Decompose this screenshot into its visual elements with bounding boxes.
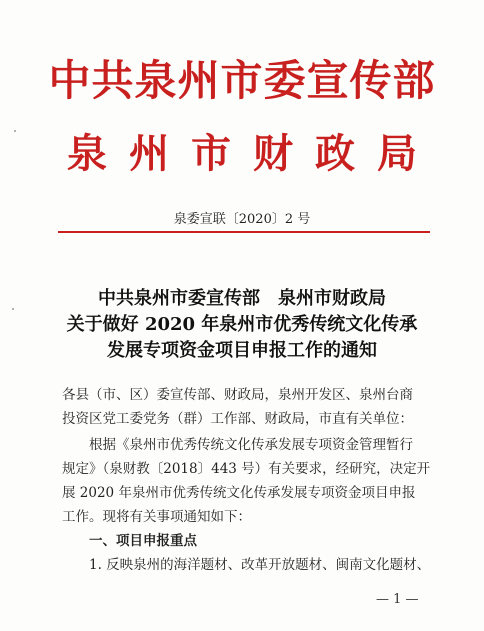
issuer-line-1: 中共泉州市委宣传部: [48, 56, 436, 105]
addressee-line-1: 各县（市、区）委宣传部、财政局，泉州开发区、泉州台商: [62, 387, 413, 403]
red-divider-line: [58, 231, 430, 233]
section-heading: 一、项目申报重点: [62, 533, 197, 549]
scan-speck: [12, 308, 14, 310]
title-line-3: 发展专项资金项目申报工作的通知: [107, 340, 377, 361]
addressee-line-2: 投资区党工委党务（群）工作部、财政局，市直有关单位：: [62, 411, 413, 427]
paragraph-line: 工作。现将有关事项通知如下：: [62, 509, 251, 525]
document-number: 泉委宣联〔2020〕2 号: [173, 212, 311, 227]
scan-speck: [14, 130, 16, 132]
page-number: — 1 —: [376, 592, 419, 607]
paragraph-line: 根据《泉州市优秀传统文化传承发展专项资金管理暂行: [62, 437, 413, 453]
paragraph-line: 展 2020 年泉州市优秀传统文化传承发展专项资金项目申报: [62, 485, 416, 501]
issuer-line-2: 泉州市财政局: [67, 130, 439, 177]
list-item-line: 1. 反映泉州的海洋题材、改革开放题材、闽南文化题材、: [62, 557, 431, 573]
title-line-1: 中共泉州市委宣传部 泉州市财政局: [98, 288, 386, 309]
title-line-2: 关于做好 2020 年泉州市优秀传统文化传承: [66, 314, 418, 335]
paragraph-line: 规定》（泉财教〔2018〕443 号）有关要求，经研究，决定开: [62, 461, 431, 477]
